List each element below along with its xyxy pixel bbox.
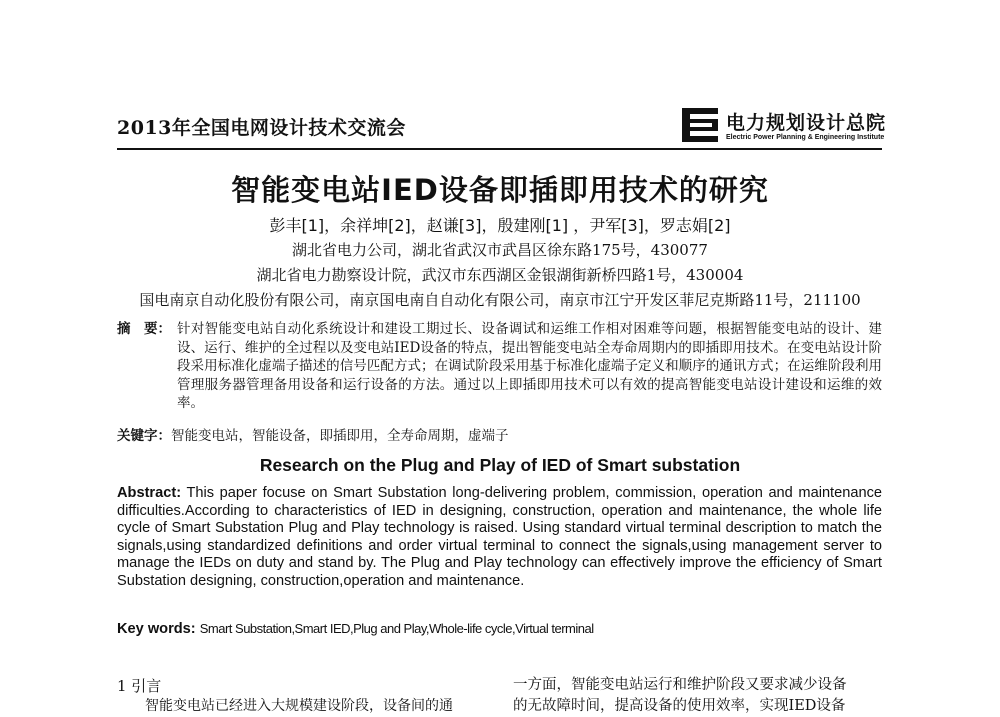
- affiliation-2: 湖北省电力勘察设计院，武汉市东西湖区金银湖街新桥四路1号，430004: [256, 266, 744, 284]
- abstract-en-label: Abstract:: [117, 485, 182, 501]
- affiliation-3: 国电南京自动化股份有限公司，南京国电南自自动化有限公司，南京市江宁开发区菲尼克斯路11号，211100: [139, 291, 861, 309]
- institute-name-en: Electric Power Planning & Engineering Institute: [726, 134, 885, 141]
- abstract-cn-label: 摘 要：: [117, 321, 171, 337]
- header-divider: [117, 148, 882, 150]
- abstract-en: [117, 485, 882, 591]
- abstract-cn-text: 针对智能变电站自动化系统设计和建设工期过长、设备调试和运维工作相对困难等问题，根据智能变电站的设计、建设、运行、维护的全过程以及变电站IED设备的特点，提出智能变电站全寿命周期内的即插即用技术。在变电站设计阶段采用标准化虚端子描述的信号匹配方式；在调试阶段采用基于标准化虚端子定义和顺序的通讯方式；在运维阶段利用管理服务器管理备用设备和运行设备的方法。通过以上即插即用技术可以有效的提高智能变电站设计建设和运维的效率。: [177, 321, 882, 412]
- english-title: Research on the Plug and Play of IED of Smart substation: [259, 455, 741, 475]
- conference-title: 2013年全国电网设计技术交流会: [117, 117, 406, 139]
- body-right-line-2: 的无故障时间，提高设备的使用效率，实现IED设备: [513, 698, 846, 714]
- keywords-en-text: Smart Substation,Smart IED,Plug and Play,Whole-life cycle,Virtual terminal: [199, 621, 594, 636]
- institute-name-cn: 电力规划设计总院: [726, 112, 887, 134]
- keywords-cn-label: 关键字：: [117, 428, 171, 444]
- institute-emblem-icon: [682, 108, 718, 142]
- author-list: 彭丰[1]，余祥坤[2]，赵谦[3]，殷建刚[1] ，尹军[3]，罗志娟[2]: [269, 216, 731, 235]
- abstract-cn: [117, 320, 882, 413]
- body-right-line-1: 一方面，智能变电站运行和维护阶段又要求减少设备: [513, 677, 847, 693]
- keywords-cn-text: 智能变电站，智能设备，即插即用，全寿命周期，虚端子: [171, 428, 509, 444]
- paper-title: 智能变电站IED设备即插即用技术的研究: [231, 173, 769, 207]
- keywords-cn: [117, 424, 882, 444]
- keywords-en-label: Key words:: [117, 621, 196, 637]
- affiliation-1: 湖北省电力公司，湖北省武汉市武昌区徐东路175号，430077: [292, 241, 708, 259]
- abstract-en-text: This paper focuse on Smart Substation long-delivering problem, commission, operation and maintenance difficulties.According to characteristics of IED in designing, construction, operation and maintenance, the whole life cycle of Smart Substation Plug and Play technology is raised. Using standard virtual terminal description to match the signals,using standardized definitions and order virtual terminal to connect the signals,using management server to manage the IEDs on duty and stand by. The Plug and Play technology can effectively improve the efficiency of Smart Substation designing, construction,operation and maintenance.: [117, 485, 882, 589]
- body-text-right: [513, 675, 883, 717]
- body-text-left: 智能变电站已经进入大规模建设阶段，设备间的通: [145, 698, 453, 714]
- keywords-en: [117, 621, 882, 637]
- institute-logo: [682, 108, 887, 144]
- section-heading: 1 引言: [117, 677, 162, 695]
